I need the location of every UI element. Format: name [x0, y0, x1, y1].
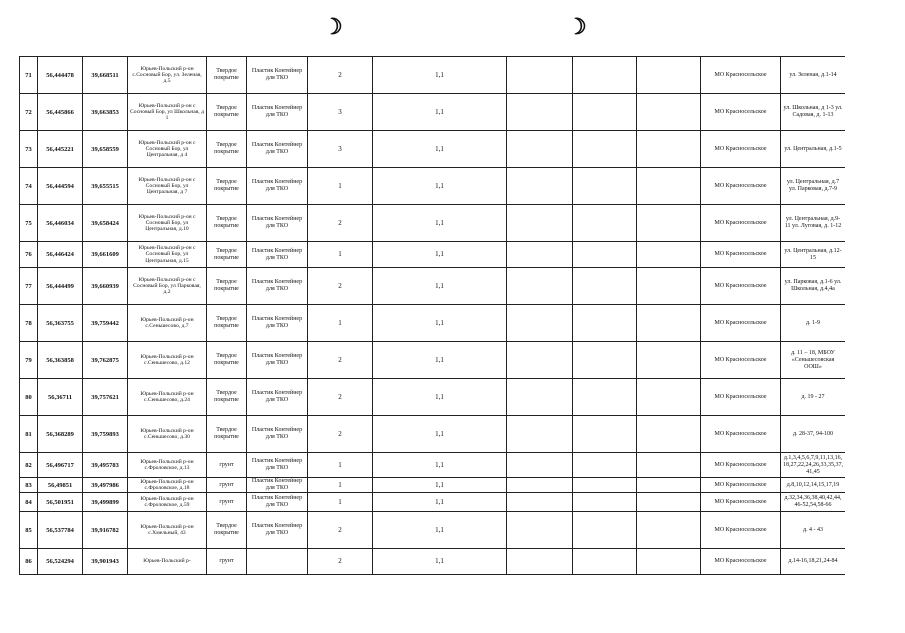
- cell-lon: 39,663853: [83, 94, 128, 131]
- cell-streets: д. 11 – 18, МБОУ «Сеньшесовская ООШ»: [781, 342, 846, 379]
- cell-container: Пластик Контейнер для ТКО: [247, 342, 308, 379]
- table-row: [20, 493, 846, 512]
- cell-count: 2: [308, 512, 373, 549]
- cell-n: 73: [20, 131, 38, 168]
- cell-container: Пластик Контейнер для ТКО: [247, 268, 308, 305]
- cell-lon: 39,658559: [83, 131, 128, 168]
- cell-surface: Твердое покрытие: [207, 242, 247, 268]
- cell-volume: 1,1: [373, 205, 507, 242]
- cell-count: 1: [308, 478, 373, 493]
- empty-cell-c: [637, 512, 701, 549]
- cell-count: 1: [308, 453, 373, 478]
- cell-container: Пластик Контейнер для ТКО: [247, 512, 308, 549]
- cell-count: 2: [308, 268, 373, 305]
- cell-container: Пластик Контейнер для ТКО: [247, 94, 308, 131]
- cell-surface: Твердое покрытие: [207, 57, 247, 94]
- cell-count: 1: [308, 493, 373, 512]
- cell-owner: МО Красносельское: [701, 131, 781, 168]
- cell-lat: 56,445221: [38, 131, 83, 168]
- cell-owner: МО Красносельское: [701, 379, 781, 416]
- empty-cell-c: [637, 549, 701, 575]
- cell-n: 81: [20, 416, 38, 453]
- cell-volume: 1,1: [373, 168, 507, 205]
- cell-lon: 39,495783: [83, 453, 128, 478]
- cell-addr: Юрьев-Польский р-он с.Сеньшесово, д.24: [128, 379, 207, 416]
- empty-cell-a: [507, 549, 573, 575]
- cell-lat: 56,501951: [38, 493, 83, 512]
- cell-owner: МО Красносельское: [701, 268, 781, 305]
- empty-cell-a: [507, 453, 573, 478]
- table-row: [20, 512, 846, 549]
- table-row: [20, 131, 846, 168]
- empty-cell-c: [637, 205, 701, 242]
- cell-lon: 39,658424: [83, 205, 128, 242]
- cell-count: 2: [308, 342, 373, 379]
- empty-cell-a: [507, 242, 573, 268]
- cell-surface: грунт: [207, 549, 247, 575]
- table-row: [20, 453, 846, 478]
- binding-mark-left: ☽: [323, 14, 343, 40]
- cell-addr: Юрьев-Польский р-он с.Сосновый Бор, ул. Зеленая, д.5: [128, 57, 207, 94]
- cell-n: 79: [20, 342, 38, 379]
- cell-volume: 1,1: [373, 549, 507, 575]
- cell-addr: Юрьев-Польский р-он с.Сеньшесово, д.12: [128, 342, 207, 379]
- empty-cell-b: [573, 478, 637, 493]
- empty-cell-c: [637, 342, 701, 379]
- cell-lat: 56,49851: [38, 478, 83, 493]
- empty-cell-b: [573, 493, 637, 512]
- cell-volume: 1,1: [373, 493, 507, 512]
- cell-container: Пластик Контейнер для ТКО: [247, 168, 308, 205]
- empty-cell-b: [573, 268, 637, 305]
- empty-cell-a: [507, 168, 573, 205]
- empty-cell-a: [507, 416, 573, 453]
- empty-cell-a: [507, 478, 573, 493]
- cell-lon: 39,497986: [83, 478, 128, 493]
- cell-count: 2: [308, 379, 373, 416]
- cell-owner: МО Красносельское: [701, 493, 781, 512]
- cell-streets: д. 1-9: [781, 305, 846, 342]
- cell-n: 76: [20, 242, 38, 268]
- cell-surface: Твердое покрытие: [207, 342, 247, 379]
- table-body: [20, 57, 846, 575]
- empty-cell-b: [573, 342, 637, 379]
- empty-cell-b: [573, 168, 637, 205]
- cell-container: Пластик Контейнер для ТКО: [247, 478, 308, 493]
- empty-cell-c: [637, 268, 701, 305]
- cell-addr: Юрьев-Польский р-он с.Фроловское, д.18: [128, 478, 207, 493]
- cell-streets: ул. Центральная, д.1-5: [781, 131, 846, 168]
- cell-volume: 1,1: [373, 242, 507, 268]
- cell-streets: ул. Зеленая, д.1-14: [781, 57, 846, 94]
- cell-addr: Юрьев-Польский р-он с Сосновый Бор, ул Школьная, д 1: [128, 94, 207, 131]
- empty-cell-c: [637, 416, 701, 453]
- cell-lon: 39,901943: [83, 549, 128, 575]
- cell-surface: Твердое покрытие: [207, 168, 247, 205]
- table-row: [20, 416, 846, 453]
- cell-owner: МО Красносельское: [701, 342, 781, 379]
- empty-cell-a: [507, 268, 573, 305]
- empty-cell-b: [573, 94, 637, 131]
- cell-lon: 39,759442: [83, 305, 128, 342]
- cell-n: 86: [20, 549, 38, 575]
- cell-addr: Юрьев-Польский р-он с Сосновый Бор, ул Центральная, д.10: [128, 205, 207, 242]
- cell-surface: Твердое покрытие: [207, 512, 247, 549]
- cell-surface: Твердое покрытие: [207, 131, 247, 168]
- empty-cell-c: [637, 57, 701, 94]
- cell-count: 1: [308, 168, 373, 205]
- empty-cell-c: [637, 305, 701, 342]
- cell-lat: 56,36711: [38, 379, 83, 416]
- empty-cell-a: [507, 94, 573, 131]
- table-row: [20, 168, 846, 205]
- cell-lat: 56,363755: [38, 305, 83, 342]
- cell-n: 84: [20, 493, 38, 512]
- cell-lat: 56,446034: [38, 205, 83, 242]
- cell-surface: Твердое покрытие: [207, 94, 247, 131]
- cell-container: Пластик Контейнер для ТКО: [247, 205, 308, 242]
- cell-lat: 56,444594: [38, 168, 83, 205]
- cell-streets: д. 4 - 43: [781, 512, 846, 549]
- table-row: [20, 268, 846, 305]
- cell-count: 2: [308, 549, 373, 575]
- cell-lon: 39,916782: [83, 512, 128, 549]
- cell-surface: грунт: [207, 493, 247, 512]
- cell-owner: МО Красносельское: [701, 57, 781, 94]
- cell-streets: ул. Центральная, д.7 ул. Парковая, д.7-9: [781, 168, 846, 205]
- cell-lat: 56,444478: [38, 57, 83, 94]
- cell-n: 78: [20, 305, 38, 342]
- cell-surface: грунт: [207, 453, 247, 478]
- cell-n: 82: [20, 453, 38, 478]
- table-row: [20, 549, 846, 575]
- cell-owner: МО Красносельское: [701, 205, 781, 242]
- cell-streets: д.14-16,18,21,24-84: [781, 549, 846, 575]
- cell-n: 80: [20, 379, 38, 416]
- cell-surface: грунт: [207, 478, 247, 493]
- cell-addr: Юрьев-Польский р-он с Сосновый Бор, ул Центральная, д.15: [128, 242, 207, 268]
- empty-cell-a: [507, 493, 573, 512]
- waste-site-table: [19, 56, 845, 575]
- cell-owner: МО Красносельское: [701, 94, 781, 131]
- table-row: [20, 379, 846, 416]
- empty-cell-a: [507, 57, 573, 94]
- empty-cell-b: [573, 242, 637, 268]
- cell-streets: д.1,3,4,5,6,7,9,11,13,16,18,27,22,24,26,33,35,37,41,45: [781, 453, 846, 478]
- cell-count: 3: [308, 131, 373, 168]
- empty-cell-c: [637, 493, 701, 512]
- empty-cell-c: [637, 94, 701, 131]
- cell-container: Пластик Контейнер для ТКО: [247, 493, 308, 512]
- empty-cell-a: [507, 205, 573, 242]
- cell-lat: 56,496717: [38, 453, 83, 478]
- cell-volume: 1,1: [373, 131, 507, 168]
- cell-container: [247, 549, 308, 575]
- cell-addr: Юрьев-Польский р-: [128, 549, 207, 575]
- cell-owner: МО Красносельское: [701, 478, 781, 493]
- cell-surface: Твердое покрытие: [207, 268, 247, 305]
- cell-count: 2: [308, 205, 373, 242]
- cell-streets: д.32,34,36,38,40,42,44,46-52,54,58-66: [781, 493, 846, 512]
- cell-container: Пластик Контейнер для ТКО: [247, 416, 308, 453]
- table-row: [20, 242, 846, 268]
- empty-cell-b: [573, 57, 637, 94]
- cell-addr: Юрьев-Польский р-он с Сосновый Бор, ул Центральная, д 7: [128, 168, 207, 205]
- cell-lat: 56,524294: [38, 549, 83, 575]
- cell-volume: 1,1: [373, 478, 507, 493]
- cell-n: 83: [20, 478, 38, 493]
- cell-count: 2: [308, 57, 373, 94]
- cell-surface: Твердое покрытие: [207, 379, 247, 416]
- cell-owner: МО Красносельское: [701, 305, 781, 342]
- cell-container: Пластик Контейнер для ТКО: [247, 453, 308, 478]
- cell-lat: 56,446424: [38, 242, 83, 268]
- cell-volume: 1,1: [373, 416, 507, 453]
- cell-container: Пластик Контейнер для ТКО: [247, 305, 308, 342]
- empty-cell-c: [637, 242, 701, 268]
- cell-container: Пластик Контейнер для ТКО: [247, 242, 308, 268]
- cell-lon: 39,655515: [83, 168, 128, 205]
- cell-streets: ул. Парковая, д.1-6 ул. Школьная, д.4,4а: [781, 268, 846, 305]
- cell-container: Пластик Контейнер для ТКО: [247, 379, 308, 416]
- empty-cell-a: [507, 379, 573, 416]
- empty-cell-c: [637, 453, 701, 478]
- cell-n: 74: [20, 168, 38, 205]
- table-row: [20, 478, 846, 493]
- cell-lat: 56,445866: [38, 94, 83, 131]
- empty-cell-a: [507, 512, 573, 549]
- cell-lon: 39,660939: [83, 268, 128, 305]
- cell-volume: 1,1: [373, 342, 507, 379]
- empty-cell-b: [573, 453, 637, 478]
- cell-addr: Юрьев-Польский р-он с Сосновый Бор, ул Парковая, д.2: [128, 268, 207, 305]
- cell-volume: 1,1: [373, 379, 507, 416]
- empty-cell-b: [573, 416, 637, 453]
- table-row: [20, 305, 846, 342]
- empty-cell-c: [637, 168, 701, 205]
- cell-streets: ул. Центральная, д.12-15: [781, 242, 846, 268]
- cell-owner: МО Красносельское: [701, 416, 781, 453]
- cell-owner: МО Красносельское: [701, 453, 781, 478]
- cell-container: Пластик Контейнер для ТКО: [247, 131, 308, 168]
- cell-addr: Юрьев-Польский р-он с Сосновый Бор, ул Центральная, д 4: [128, 131, 207, 168]
- cell-streets: д.8,10,12,14,15,17,19: [781, 478, 846, 493]
- cell-owner: МО Красносельское: [701, 242, 781, 268]
- cell-lat: 56,444499: [38, 268, 83, 305]
- empty-cell-b: [573, 305, 637, 342]
- cell-volume: 1,1: [373, 94, 507, 131]
- cell-lat: 56,363858: [38, 342, 83, 379]
- table-row: [20, 205, 846, 242]
- cell-streets: ул. Центральная, д.9-11 ул. Луговая, д. 1-12: [781, 205, 846, 242]
- empty-cell-b: [573, 205, 637, 242]
- cell-lon: 39,499899: [83, 493, 128, 512]
- cell-n: 71: [20, 57, 38, 94]
- cell-lat: 56,368289: [38, 416, 83, 453]
- cell-count: 1: [308, 305, 373, 342]
- cell-count: 3: [308, 94, 373, 131]
- cell-lon: 39,757621: [83, 379, 128, 416]
- table-row: [20, 57, 846, 94]
- cell-surface: Твердое покрытие: [207, 305, 247, 342]
- cell-owner: МО Красносельское: [701, 168, 781, 205]
- cell-addr: Юрьев-Польский р-он с.Фроловское, д.13: [128, 453, 207, 478]
- cell-owner: МО Красносельское: [701, 549, 781, 575]
- cell-n: 75: [20, 205, 38, 242]
- document-sheet: [19, 56, 845, 633]
- cell-n: 77: [20, 268, 38, 305]
- cell-lon: 39,759893: [83, 416, 128, 453]
- cell-addr: Юрьев-Польский р-он с.Фроловское, д.59: [128, 493, 207, 512]
- cell-streets: д. 28-37, 94-100: [781, 416, 846, 453]
- cell-volume: 1,1: [373, 512, 507, 549]
- empty-cell-c: [637, 131, 701, 168]
- cell-lon: 39,661609: [83, 242, 128, 268]
- cell-n: 85: [20, 512, 38, 549]
- cell-volume: 1,1: [373, 453, 507, 478]
- empty-cell-a: [507, 305, 573, 342]
- cell-streets: д. 19 - 27: [781, 379, 846, 416]
- cell-lon: 39,668511: [83, 57, 128, 94]
- cell-streets: ул. Школьная, д 1-3 ул. Садовая, д. 1-13: [781, 94, 846, 131]
- table-row: [20, 342, 846, 379]
- cell-count: 1: [308, 242, 373, 268]
- empty-cell-b: [573, 131, 637, 168]
- cell-addr: Юрьев-Польский р-он с.Сеньшесово, д.30: [128, 416, 207, 453]
- empty-cell-b: [573, 549, 637, 575]
- binding-mark-right: ☽: [567, 14, 587, 40]
- empty-cell-b: [573, 512, 637, 549]
- cell-addr: Юрьев-Польский р-он с.Сеньшесово, д.7: [128, 305, 207, 342]
- empty-cell-c: [637, 379, 701, 416]
- empty-cell-c: [637, 478, 701, 493]
- cell-count: 2: [308, 416, 373, 453]
- empty-cell-a: [507, 342, 573, 379]
- empty-cell-a: [507, 131, 573, 168]
- table-row: [20, 94, 846, 131]
- cell-surface: Твердое покрытие: [207, 416, 247, 453]
- cell-volume: 1,1: [373, 268, 507, 305]
- cell-lat: 56,537784: [38, 512, 83, 549]
- cell-lon: 39,762875: [83, 342, 128, 379]
- cell-n: 72: [20, 94, 38, 131]
- cell-addr: Юрьев-Польский р-он с.Хмельный, 43: [128, 512, 207, 549]
- cell-volume: 1,1: [373, 305, 507, 342]
- cell-surface: Твердое покрытие: [207, 205, 247, 242]
- cell-volume: 1,1: [373, 57, 507, 94]
- cell-container: Пластик Контейнер для ТКО: [247, 57, 308, 94]
- empty-cell-b: [573, 379, 637, 416]
- cell-owner: МО Красносельское: [701, 512, 781, 549]
